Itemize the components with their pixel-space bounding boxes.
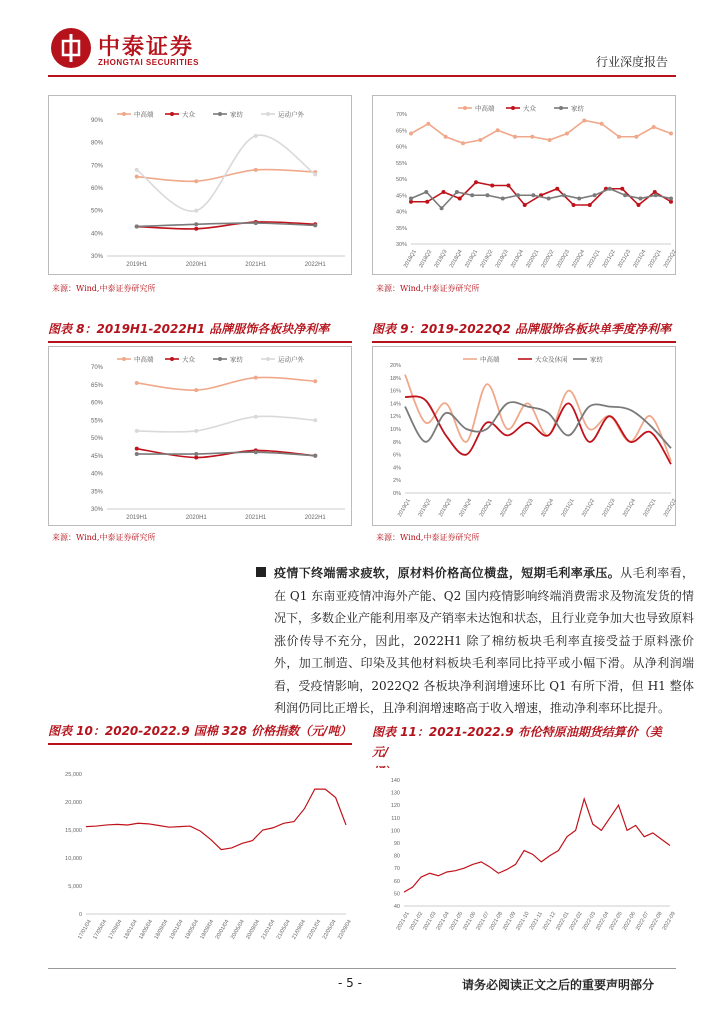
series-line-运动户外: [137, 416, 316, 432]
y-tick-label: 30%: [90, 254, 103, 260]
legend-marker: [559, 106, 563, 110]
legend-marker: [170, 112, 174, 116]
data-point: [135, 168, 139, 172]
legend-label: 中高端: [475, 105, 495, 113]
series-line-中高端: [137, 377, 316, 390]
data-point: [565, 132, 569, 136]
y-tick-label: 2%: [393, 478, 401, 485]
y-tick-label: 60%: [395, 144, 407, 151]
footer-disclaimer: 请务必阅读正文之后的重要声明部分: [462, 978, 655, 992]
source-note-1: 来源：Wind,中泰证券研究所: [52, 284, 156, 293]
net-margin-half-year-chart: [48, 346, 352, 526]
data-point: [254, 376, 258, 380]
y-tick-label: 130: [390, 790, 400, 797]
y-tick-label: 55%: [395, 160, 407, 167]
data-point: [409, 132, 413, 136]
data-point: [461, 141, 465, 145]
source-note-2: 来源：Wind,中泰证券研究所: [376, 284, 480, 293]
x-tick-label: 2021-08: [488, 911, 505, 932]
data-point: [194, 429, 198, 433]
data-point: [617, 135, 621, 139]
x-tick-label: 2021-05: [448, 911, 465, 932]
data-point: [194, 456, 198, 460]
legend-marker: [122, 357, 126, 361]
chart-6-svg: [372, 768, 676, 958]
data-point: [409, 197, 413, 201]
y-tick-label: 8%: [393, 439, 401, 446]
series-line-运动户外: [137, 135, 316, 211]
y-tick-label: 25,000: [65, 772, 82, 778]
x-tick-label: 2022Q1: [647, 249, 663, 269]
data-point: [135, 452, 139, 456]
y-tick-label: 90%: [90, 118, 103, 124]
y-tick-label: 60: [393, 878, 400, 885]
data-point: [442, 190, 446, 194]
x-tick-label: 2021Q3: [617, 249, 633, 269]
data-point: [562, 193, 566, 197]
legend-label: 大众: [523, 105, 536, 113]
y-tick-label: 50%: [90, 436, 103, 442]
x-tick-label: 2018Q4: [448, 249, 464, 269]
data-point: [313, 223, 317, 227]
data-point: [555, 187, 559, 191]
y-tick-label: 90: [393, 841, 400, 847]
paragraph-body: 从毛利率看，在 Q1 东南亚疫情冲海外产能、Q2 国内疫情影响终端消费需求及物流发货的情况下，多数企业产能利用率及产销率未达饱和状态，且行业竞争加大也导致原料涨价传导不充分，因此，2022H1 除了棉纺板块毛利率直接受益于原料涨价外，加工制造、印染及其他材料板块毛利率同比持平或小幅下滑。从净利润端看，受疫情影响，2022Q2 各板块净利润增速环比 Q1 有所下滑，但 H1 整体利润仍同比正增长，且净利润增速略高于收入增速，推动净利率环比提升。: [274, 566, 695, 715]
x-tick-label: 2018Q2: [418, 249, 434, 269]
legend-label: 家纺: [230, 356, 243, 364]
legend-label: 大众: [182, 356, 195, 364]
analysis-paragraph: [274, 562, 694, 720]
data-point: [654, 193, 658, 197]
data-point: [440, 206, 444, 210]
y-tick-label: 18%: [389, 375, 401, 382]
data-point: [194, 388, 198, 392]
x-tick-label: 2018Q3: [433, 249, 449, 269]
y-tick-label: 45%: [395, 193, 407, 200]
y-tick-label: 80: [393, 853, 400, 860]
data-point: [194, 452, 198, 456]
series-line-中高端: [411, 121, 671, 144]
x-tick-label: 17/01/04: [77, 919, 93, 941]
y-tick-label: 20,000: [65, 800, 82, 806]
y-tick-label: 5,000: [68, 884, 82, 890]
y-tick-label: 20%: [389, 363, 401, 369]
x-tick-label: 2020H1: [185, 515, 207, 521]
legend-label: 运动户外: [278, 356, 304, 364]
y-tick-label: 14%: [389, 401, 401, 408]
logo-text-en: ZHONGTAI SECURITIES: [98, 58, 199, 67]
y-tick-label: 12%: [389, 414, 401, 421]
x-tick-label: 17/05/04: [92, 919, 109, 941]
x-tick-label: 2021H1: [245, 515, 267, 521]
data-point: [600, 122, 604, 126]
x-tick-label: 2021-02: [408, 911, 425, 932]
x-tick-label: 2021-09: [502, 911, 518, 932]
data-point: [478, 138, 482, 142]
x-tick-label: 2022Q2: [662, 498, 677, 518]
data-point: [608, 187, 612, 191]
x-tick-label: 2019Q2: [417, 498, 433, 518]
data-point: [669, 197, 673, 201]
data-point: [634, 135, 638, 139]
x-tick-label: 18/09/04: [153, 919, 170, 941]
legend-label: 中高端: [480, 356, 500, 364]
logo-text-cn: 中泰证券: [98, 35, 195, 60]
x-tick-label: 2022Q1: [642, 498, 658, 518]
cotton-price-chart: [48, 748, 352, 958]
x-tick-label: 18/01/04: [122, 919, 139, 941]
data-point: [313, 379, 317, 383]
legend-label: 家纺: [590, 356, 603, 364]
source-note-4: 来源：Wind,中泰证券研究所: [376, 533, 480, 542]
y-tick-label: 30%: [90, 507, 103, 513]
data-point: [254, 415, 258, 419]
data-point: [425, 200, 429, 204]
x-tick-label: 2021-01: [395, 911, 411, 932]
y-tick-label: 35%: [395, 225, 407, 232]
data-point: [254, 221, 258, 225]
data-point: [638, 197, 642, 201]
chart-5-svg: [48, 748, 352, 958]
x-tick-label: 2019Q1: [396, 498, 412, 518]
x-tick-label: 2022Q2: [662, 249, 677, 269]
data-point: [513, 135, 517, 139]
legend-label: 家纺: [571, 105, 584, 113]
x-tick-label: 2020Q2: [499, 498, 515, 518]
legend-marker: [511, 106, 515, 110]
x-tick-label: 19/09/04: [199, 919, 216, 941]
brent-oil-chart: [372, 768, 676, 958]
legend-label: 中高端: [134, 356, 154, 364]
y-tick-label: 10%: [389, 427, 401, 433]
y-tick-label: 4%: [393, 465, 401, 472]
data-point: [135, 175, 139, 179]
data-point: [470, 193, 474, 197]
y-tick-label: 60%: [90, 186, 103, 192]
gross-margin-half-year-chart: [48, 95, 352, 275]
x-tick-label: 21/09/04: [291, 919, 308, 941]
series-line-中高端: [405, 375, 671, 461]
x-tick-label: 2019H1: [126, 262, 148, 268]
x-tick-label: 2021-03: [422, 911, 438, 932]
data-point: [490, 184, 494, 188]
data-point: [426, 122, 430, 126]
legend-label: 家纺: [230, 111, 243, 119]
data-point: [496, 128, 500, 132]
y-tick-label: 110: [391, 815, 400, 822]
x-tick-label: 17/09/04: [107, 919, 124, 941]
series-line-大众及休闲: [405, 396, 671, 464]
source-note-3: 来源：Wind,中泰证券研究所: [52, 533, 156, 542]
y-tick-label: 70%: [90, 163, 103, 170]
x-tick-label: 2019Q4: [458, 498, 474, 518]
x-tick-label: 2020Q4: [571, 249, 587, 269]
data-point: [572, 203, 576, 207]
x-tick-label: 2021Q2: [581, 498, 597, 518]
paragraph-headline: 疫情下终端需求疲软，原材料价格高位横盘，短期毛利率承压。: [274, 566, 621, 580]
figure-10-title: 图表 10：2020-2022.9 国棉 328 价格指数（元/吨）: [48, 722, 352, 745]
x-tick-label: 20/05/04: [229, 919, 246, 941]
x-tick-label: 2022-03: [581, 911, 598, 932]
footer-divider: [48, 968, 676, 969]
figure-9-title: 图表 9：2019-2022Q2 品牌服饰各板块单季度净利率: [372, 320, 676, 343]
data-point: [548, 138, 552, 142]
document-type: 行业深度报告: [595, 55, 668, 69]
legend-marker: [170, 357, 174, 361]
data-point: [507, 184, 511, 188]
data-point: [194, 209, 198, 213]
y-tick-label: 16%: [389, 388, 401, 395]
data-point: [194, 227, 198, 231]
data-point: [652, 125, 656, 129]
legend-label: 中高端: [134, 111, 154, 119]
data-point: [135, 225, 139, 229]
series-line-国棉328: [86, 789, 346, 849]
x-tick-label: 2021-06: [462, 911, 478, 932]
x-tick-label: 2020H1: [185, 262, 207, 268]
x-tick-label: 2021Q4: [632, 249, 648, 269]
y-tick-label: 30%: [395, 242, 407, 248]
y-tick-label: 65%: [395, 128, 407, 135]
x-tick-label: 2022-02: [568, 911, 584, 932]
x-tick-label: 22/09/04: [337, 919, 352, 941]
legend-marker: [266, 357, 270, 361]
data-point: [485, 193, 489, 197]
x-tick-label: 2022-08: [648, 911, 664, 932]
x-tick-label: 20/01/04: [214, 919, 231, 941]
x-tick-label: 2018Q1: [402, 249, 418, 269]
y-tick-label: 100: [390, 828, 400, 835]
data-point: [501, 197, 505, 201]
chart-1-svg: [49, 96, 353, 276]
chart-3-svg: [49, 347, 353, 527]
data-point: [194, 222, 198, 226]
chart-4-svg: [373, 347, 677, 527]
x-tick-label: 2020Q1: [478, 498, 494, 518]
y-tick-label: 65%: [90, 382, 103, 389]
legend-marker: [218, 112, 222, 116]
x-tick-label: 2022-07: [635, 911, 651, 932]
x-tick-label: 2019Q2: [479, 249, 495, 269]
data-point: [135, 447, 139, 451]
y-tick-label: 60%: [90, 400, 103, 407]
x-tick-label: 2021Q3: [601, 498, 617, 518]
data-point: [135, 381, 139, 385]
data-point: [313, 454, 317, 458]
data-point: [623, 193, 627, 197]
data-point: [458, 197, 462, 201]
y-tick-label: 0: [78, 912, 82, 918]
series-line-布伦特原油: [404, 799, 670, 892]
x-tick-label: 22/05/04: [321, 919, 338, 941]
gross-margin-quarterly-chart: [372, 95, 676, 275]
x-tick-label: 2019Q1: [464, 249, 480, 269]
data-point: [516, 193, 520, 197]
data-point: [582, 119, 586, 123]
legend-label: 大众及休闲: [535, 356, 568, 364]
data-point: [254, 134, 258, 138]
company-logo-icon: [51, 28, 91, 68]
legend-label: 大众: [182, 111, 195, 119]
x-tick-label: 2021-07: [475, 911, 491, 932]
x-tick-label: 2022-04: [595, 911, 611, 932]
data-point: [254, 168, 258, 172]
y-tick-label: 40: [393, 904, 400, 910]
x-tick-label: 2021Q4: [622, 498, 638, 518]
x-tick-label: 20/09/04: [245, 919, 262, 941]
legend-label: 运动户外: [278, 111, 304, 119]
figure-11-title-line1: 图表 11：2021-2022.9 布伦特原油期货结算价（美元/: [372, 725, 662, 759]
bullet-icon: [256, 567, 266, 577]
chart-2-svg: [373, 96, 677, 276]
legend-marker: [122, 112, 126, 116]
x-tick-label: 2022-09: [661, 911, 676, 932]
x-tick-label: 2020Q4: [540, 498, 556, 518]
data-point: [531, 193, 535, 197]
y-tick-label: 70%: [90, 365, 103, 371]
data-point: [523, 203, 527, 207]
figure-8-title: 图表 8：2019H1-2022H1 品牌服饰各板块净利率: [48, 320, 352, 343]
x-tick-label: 2022-06: [621, 911, 638, 932]
x-tick-label: 2019Q4: [510, 249, 525, 269]
x-tick-label: 2022H1: [304, 262, 326, 268]
x-tick-label: 2022-05: [608, 911, 624, 932]
data-point: [313, 172, 317, 176]
y-tick-label: 80%: [90, 140, 103, 147]
x-tick-label: 18/05/04: [138, 919, 155, 941]
x-tick-label: 2021-11: [528, 911, 544, 932]
legend-marker: [218, 357, 222, 361]
data-point: [455, 190, 459, 194]
x-tick-label: 2020Q3: [519, 498, 535, 518]
y-tick-label: 10,000: [65, 856, 82, 862]
net-margin-quarterly-chart: [372, 346, 676, 526]
x-tick-label: 2021Q1: [560, 498, 576, 518]
x-tick-label: 2021Q2: [601, 249, 617, 269]
page-number: - 5 -: [338, 976, 362, 990]
legend-marker: [463, 106, 467, 110]
y-tick-label: 50%: [90, 208, 103, 215]
x-tick-label: 2021Q1: [586, 249, 602, 269]
data-point: [135, 429, 139, 433]
series-line-中高端: [137, 169, 316, 181]
y-tick-label: 55%: [90, 418, 103, 425]
y-tick-label: 35%: [90, 489, 103, 496]
x-tick-label: 2021-04: [435, 911, 451, 932]
data-point: [637, 203, 641, 207]
data-point: [194, 179, 198, 183]
y-tick-label: 0%: [393, 491, 401, 497]
x-tick-label: 2022-01: [555, 911, 571, 932]
x-tick-label: 22/01/04: [306, 919, 323, 941]
x-tick-label: 2021-12: [541, 911, 558, 932]
y-tick-label: 140: [390, 778, 400, 784]
data-point: [547, 197, 551, 201]
x-tick-label: 2019Q3: [494, 249, 510, 269]
y-tick-label: 70: [393, 866, 400, 873]
x-tick-label: 21/05/04: [275, 919, 292, 941]
y-tick-label: 15,000: [65, 828, 82, 834]
data-point: [444, 135, 448, 139]
y-tick-label: 120: [390, 803, 400, 810]
x-tick-label: 2020Q3: [555, 249, 571, 269]
y-tick-label: 40%: [395, 209, 407, 216]
y-tick-label: 40%: [90, 471, 103, 478]
data-point: [577, 197, 581, 201]
y-tick-label: 50: [393, 891, 400, 898]
data-point: [620, 187, 624, 191]
x-tick-label: 2019H1: [126, 515, 148, 521]
header-divider: [48, 75, 676, 77]
legend-marker: [266, 112, 270, 116]
data-point: [254, 450, 258, 454]
x-tick-label: 2021H1: [245, 262, 267, 268]
x-tick-label: 21/01/04: [260, 919, 277, 941]
y-tick-label: 70%: [395, 112, 407, 118]
y-tick-label: 45%: [90, 453, 103, 460]
x-tick-label: 2022H1: [304, 515, 326, 521]
y-tick-label: 50%: [395, 177, 407, 183]
x-tick-label: 2019Q3: [437, 498, 453, 518]
data-point: [424, 190, 428, 194]
data-point: [669, 132, 673, 136]
x-tick-label: 2020Q2: [540, 249, 556, 269]
data-point: [588, 203, 592, 207]
y-tick-label: 6%: [393, 452, 401, 459]
x-tick-label: 19/01/04: [168, 919, 185, 941]
x-tick-label: 2021-10: [515, 911, 531, 932]
y-tick-label: 40%: [90, 231, 103, 238]
logo-mark-icon: [51, 28, 91, 68]
data-point: [593, 193, 597, 197]
data-point: [474, 180, 478, 184]
x-tick-label: 19/05/04: [184, 919, 200, 941]
x-tick-label: 2020Q1: [525, 249, 541, 269]
data-point: [530, 135, 534, 139]
data-point: [313, 418, 317, 422]
